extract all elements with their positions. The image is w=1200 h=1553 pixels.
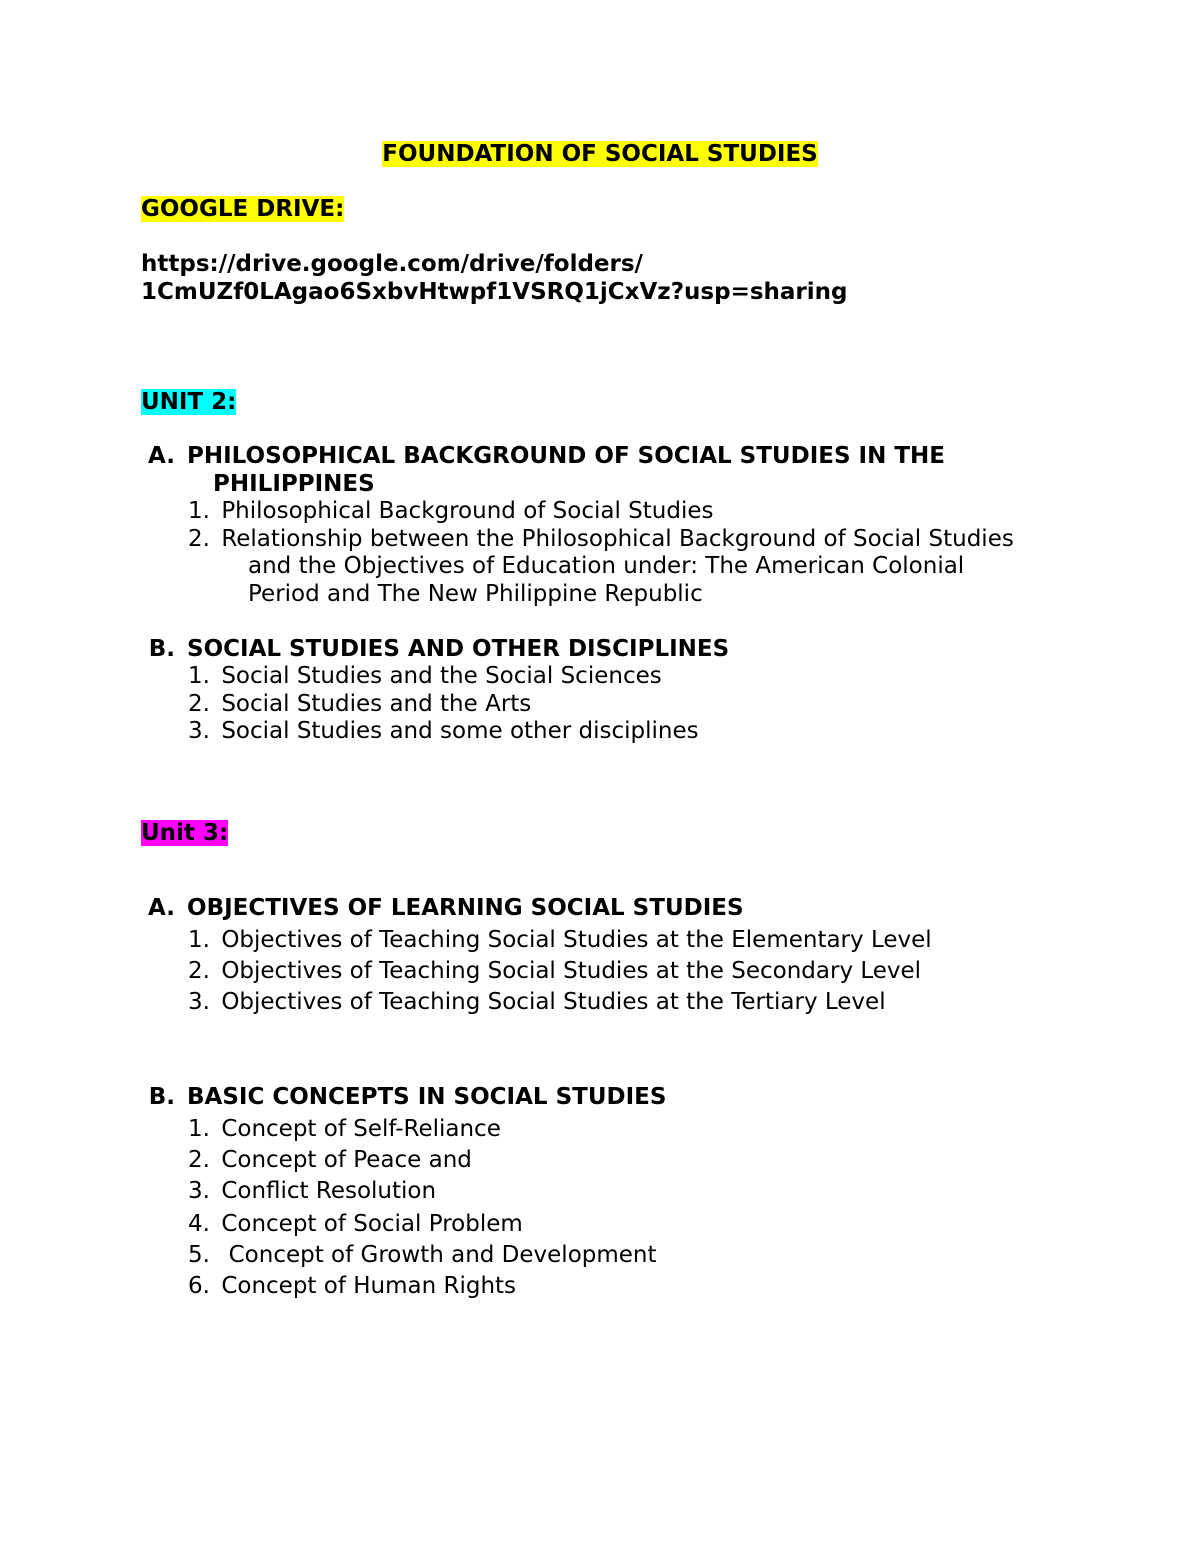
list-item: [176, 690, 531, 718]
list-item: [176, 662, 662, 690]
list-item: [176, 1115, 501, 1143]
list-text: Social Studies and some other disciplines: [221, 718, 699, 744]
section-title: PHILOSOPHICAL BACKGROUND OF SOCIAL STUDIES IN THE: [187, 443, 946, 469]
section-marker: A.: [148, 895, 175, 921]
list-item: [176, 926, 932, 954]
list-number: 2.: [188, 958, 210, 984]
unit3-label: [141, 820, 228, 846]
section-marker: B.: [148, 636, 175, 662]
drive-url-line1[interactable]: https://drive.google.com/drive/folders/: [141, 251, 643, 277]
list-number: 3.: [188, 1178, 210, 1204]
drive-url-line2[interactable]: 1CmUZf0LAgao6SxbvHtwpf1VSRQ1jCxVz?usp=sharing: [141, 279, 848, 305]
list-text: Concept of Growth and Development: [221, 1242, 657, 1268]
list-number: 1.: [188, 663, 210, 689]
list-text: Social Studies and the Social Sciences: [221, 663, 662, 689]
list-text: Relationship between the Philosophical Background of Social Studies: [221, 526, 1014, 552]
list-number: 4.: [188, 1211, 210, 1237]
list-text: Concept of Peace and: [221, 1147, 472, 1173]
list-text: Conflict Resolution: [221, 1178, 437, 1204]
section-title: OBJECTIVES OF LEARNING SOCIAL STUDIES: [187, 895, 744, 921]
unit2-label: [141, 389, 236, 415]
list-text: Concept of Self-Reliance: [221, 1116, 501, 1142]
unit2-label-text: UNIT 2:: [141, 389, 237, 415]
list-text-cont: and the Objectives of Education under: The American Colonial: [248, 553, 965, 579]
list-text: Objectives of Teaching Social Studies at the Tertiary Level: [221, 989, 886, 1015]
list-item: [176, 957, 921, 985]
list-item: [176, 1177, 436, 1205]
list-item: [176, 717, 699, 745]
section-marker: A.: [148, 443, 175, 469]
list-item: [176, 1272, 516, 1300]
list-number: 2.: [188, 1147, 210, 1173]
section-title: SOCIAL STUDIES AND OTHER DISCIPLINES: [187, 636, 730, 662]
list-number: 2.: [188, 691, 210, 717]
list-text-cont: Period and The New Philippine Republic: [248, 581, 703, 607]
unit2-section-a-heading: [141, 442, 945, 470]
list-item: [176, 525, 1014, 553]
list-number: 3.: [188, 989, 210, 1015]
drive-label: [141, 196, 344, 222]
list-number: 1.: [188, 1116, 210, 1142]
list-number: 1.: [188, 927, 210, 953]
list-item: [176, 1210, 523, 1238]
list-number: 6.: [188, 1273, 210, 1299]
list-text: Objectives of Teaching Social Studies at the Secondary Level: [221, 958, 922, 984]
unit3-section-b-heading: [141, 1083, 666, 1111]
list-item: [176, 1241, 657, 1269]
list-text: Social Studies and the Arts: [221, 691, 532, 717]
list-item: [176, 1146, 472, 1174]
drive-label-text: GOOGLE DRIVE:: [141, 196, 345, 222]
list-number: 3.: [188, 718, 210, 744]
unit3-label-text: Unit 3:: [141, 820, 229, 846]
list-number: 1.: [188, 498, 210, 524]
document-title-text: FOUNDATION OF SOCIAL STUDIES: [382, 141, 818, 167]
list-item: [176, 988, 886, 1016]
section-title: BASIC CONCEPTS IN SOCIAL STUDIES: [187, 1084, 667, 1110]
section-marker: B.: [148, 1084, 175, 1110]
unit3-section-a-heading: [141, 894, 744, 922]
unit2-section-b-heading: [141, 635, 729, 663]
list-text: Concept of Human Rights: [221, 1273, 517, 1299]
list-item: [176, 497, 714, 525]
document-title: [0, 141, 1200, 167]
list-number: 5.: [188, 1242, 210, 1268]
list-text: Philosophical Background of Social Studies: [221, 498, 714, 524]
list-text: Objectives of Teaching Social Studies at the Elementary Level: [221, 927, 932, 953]
list-number: 2.: [188, 526, 210, 552]
unit2-section-a-heading-cont: PHILIPPINES: [213, 471, 375, 497]
list-text: Concept of Social Problem: [221, 1211, 523, 1237]
